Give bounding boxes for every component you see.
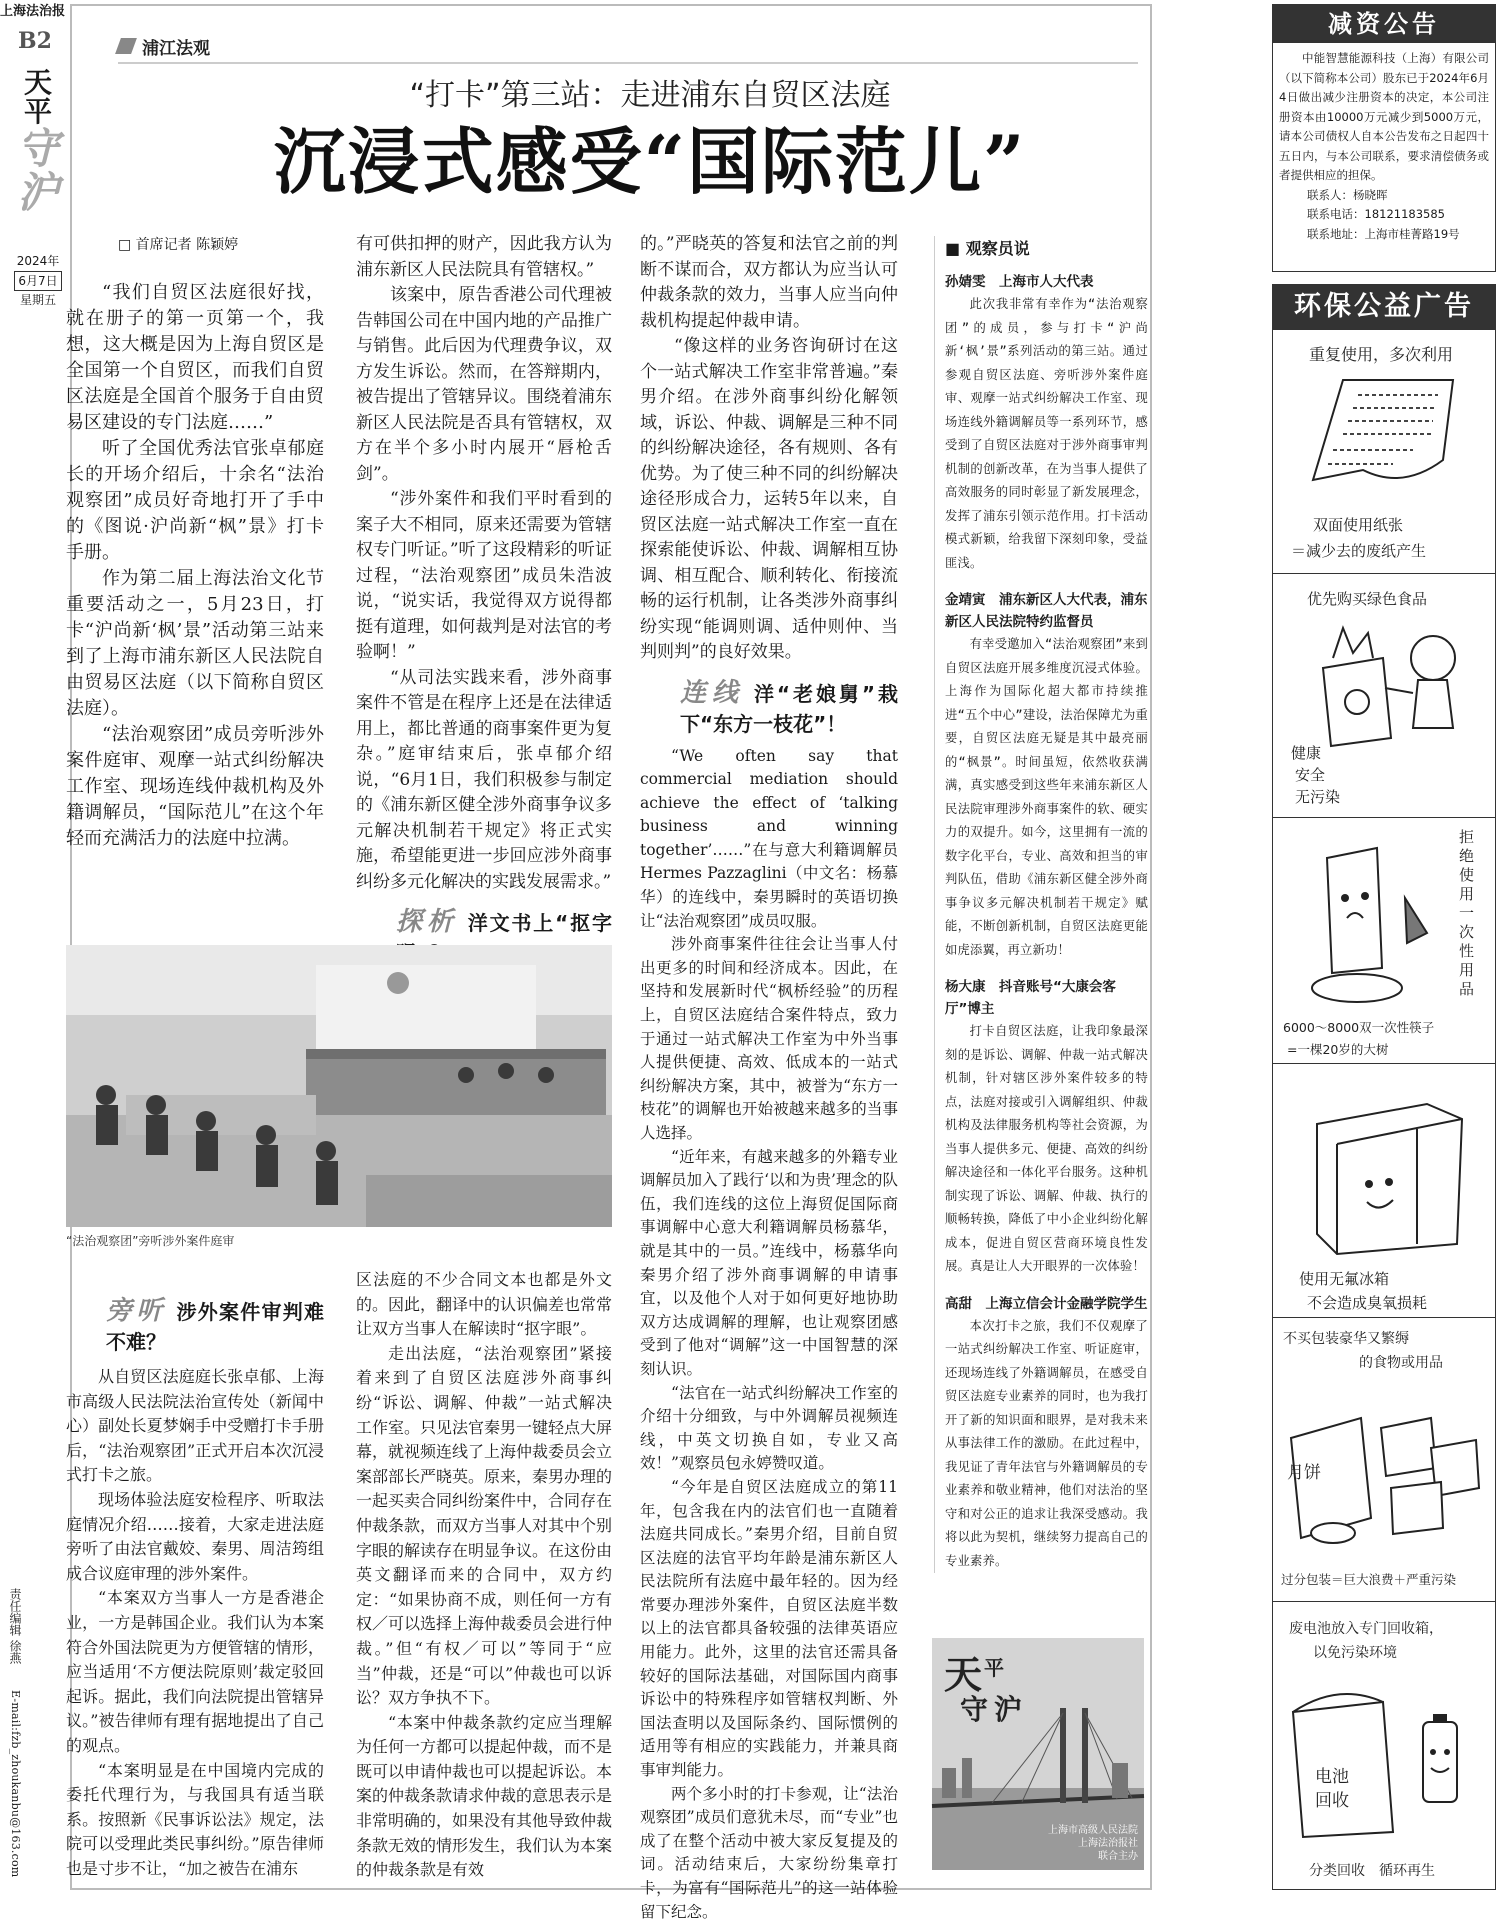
paragraph: 有可供扣押的财产，因此我方认为浦东新区人民法院具有管辖权。” <box>356 234 612 280</box>
battery-bin-label: 回收 <box>1315 1791 1349 1811</box>
vertical-char: 品 <box>1459 980 1475 998</box>
promo-title-char: 平 <box>984 1656 1004 1680</box>
vertical-char: 绝 <box>1459 847 1475 865</box>
observer-name: 金靖寅 浦东新区人大代表，浦东新区人民法院特约监督员 <box>945 592 1148 630</box>
article-column-2 <box>356 232 612 1004</box>
subtitle-keyword: 旁听 <box>106 1296 167 1326</box>
observer-name: 孙婧雯 上海市人大代表 <box>945 274 1094 290</box>
vertical-char: 一 <box>1459 904 1475 922</box>
subtitle-text: 洋文书上“抠字 <box>467 911 612 935</box>
paragraph: “今年是自贸区法庭成立的第11年，包含我在内的法官们也一直随着法庭共同成长。”秦男介绍，目前自贸区法庭的法官平均年龄是浦东新区人民法院所有法庭中最年轻的。因为经常要办理涉外案件，自贸区法庭半数以上的法官都具备较强的法律英语应用能力。此外，这里的法官还需具备较好的国际法基础，对国际国内商事诉讼中的特殊程序如管辖权判断、外国法查明以及国际条约、国际惯例的适用等有相应的实践能力，并兼具商事审判能力。 <box>640 1477 898 1780</box>
notice-body: 中能智慧能源科技（上海）有限公司（以下简称本公司）股东已于2024年6月4日做出减少注册资本的决定，本公司注册资本由10000万元减少到5000万元，请本公司债权人自本公告发布之日起四十五日内，与本公司联系，要求清偿债务或者提供相应的担保。 <box>1279 51 1489 182</box>
paragraph: 涉外商事案件往往会让当事人付出更多的时间和经济成本。因此，在坚持和发展新时代“枫桥经验”的历程上，自贸区法庭结合案件特点，致力于通过一站式解决工作室为中外当事人提供便捷、高效、低成本的一站式纠纷解决方案，其中，被誉为“东方一枝花”的调解也开始被越来越多的当事人选择。 <box>640 935 898 1142</box>
article-column-b <box>356 1268 612 1883</box>
tree-stump-icon <box>1287 838 1437 1018</box>
battery-bin-label: 电池 <box>1315 1767 1349 1787</box>
eco-panel-caption: 6000～8000双一次性筷子 <box>1283 1020 1435 1035</box>
eco-panel-chopsticks <box>1273 817 1495 1063</box>
notice-contact-phone: 联系电话：18121183585 <box>1307 207 1445 221</box>
promo-credit: 联合主办 <box>1098 1851 1138 1862</box>
issue-month-day: 6月7日 <box>14 271 61 292</box>
subtitle-pangting <box>106 1296 324 1357</box>
article-headline: 沉浸式感受“国际范儿” <box>273 119 1027 204</box>
page-number: B2 <box>18 28 52 54</box>
section-divider <box>118 62 1138 64</box>
paragraph: 听了全国优秀法官张卓郁庭长的开场介绍后，十余名“法治观察团”成员好奇地打开了手中的《图说·沪尚新“枫”景》打卡手册。 <box>66 438 324 563</box>
paragraph: 从自贸区法庭庭长张卓郁、上海市高级人民法院法治宣传处（新闻中心）副处长夏梦娴手中受赠打卡手册后，“法治观察团”正式开启本次沉浸式打卡之旅。 <box>66 1367 324 1485</box>
column-title <box>10 68 66 215</box>
paragraph: “We often say that commercial mediation should achieve the effect of ‘talking business and winning together’……”在与意大利籍调解员Hermes Pazzaglini（中文名：杨慕华）的连线中，秦男瞬时的英语切换让“法治观察团”成员叹服。 <box>640 746 898 930</box>
observer-heading: ■ 观察员说 <box>945 239 1030 258</box>
vertical-char: 用 <box>1459 961 1475 979</box>
mooncake-box-label: 月饼 <box>1287 1463 1321 1483</box>
eco-panel-green-food <box>1273 573 1495 817</box>
photo-caption: “法治观察团”旁听涉外案件庭审 <box>66 1234 235 1248</box>
paragraph: 两个多小时的打卡参观，让“法治观察团”成员们意犹未尽，而“专业”也成了在整个活动中被大家反复提及的词。活动结束后，大家纷纷集章打卡，为富有“国际范儿”的这一站体验留下纪念。 <box>640 1784 898 1921</box>
vertical-char: 性 <box>1459 942 1475 960</box>
byline: □ 首席记者 陈颖婷 <box>118 237 239 253</box>
eco-panel-packaging <box>1273 1317 1495 1601</box>
paragraph: “法治观察团”成员旁听涉外案件庭审、观摩一站式纠纷解决工作室、现场连线仲裁机构及外籍调解员，“国际范儿”在这个年轻而充满活力的法庭中拉满。 <box>66 724 324 849</box>
eco-panel-caption: 不会造成臭氧损耗 <box>1307 1294 1428 1312</box>
fridge-icon <box>1297 1084 1477 1264</box>
promo-title-char: 守 <box>960 1693 989 1726</box>
article-subhead: “打卡”第三站：走进浦东自贸区法庭 <box>409 78 891 113</box>
paragraph: “本案中仲裁条款约定应当理解为任何一方都可以提起仲裁，而不是既可以申请仲裁也可以提起诉讼。本案的仲裁条款请求仲裁的意思表示是非常明确的，如果没有其他导致仲裁条款无效的情形发生，我们认为本案的仲裁条款是有效 <box>356 1712 613 1880</box>
paragraph: “本案双方当事人一方是香港企业，一方是韩国企业。我们认为本案符合外国法院更为方便管辖的情形，应当适用‘不方便法院原则’裁定驳回起诉。据此，我们向法院提出管辖异议。”被告律师有理有据地提出了自己的观点。 <box>66 1588 324 1755</box>
paragraph: “涉外案件和我们平时看到的案子大不相同，原来还需要为管辖权专门听证。”听了这段精彩的听证过程，“法治观察团”成员朱浩波说，“说实话，我觉得双方说得都挺有道理，如何裁判是对法官的考验啊！” <box>356 489 612 662</box>
eco-panel-caption: 安全 <box>1295 766 1326 784</box>
battery-bin-icon <box>1283 1672 1483 1842</box>
courtroom-photo <box>66 945 612 1227</box>
paragraph: 现场体验法庭安检程序、听取法庭情况介绍……接着，大家走进法庭旁听了由法官戴姣、秦男、周洁筠组成合议庭审理的涉外案件。 <box>66 1489 324 1583</box>
paragraph: “从司法实践来看，涉外商事案件不管是在程序上还是在法律适用上，都比普通的商事案件更为复杂。”庭审结束后，张卓郁介绍说，“6月1日，我们积极参与制定的《浦东新区健全涉外商事争议多元解决机制若干规定》将正式实施，希望能更进一步回应涉外商事纠纷多元化解决的实践发展需求。” <box>356 667 612 892</box>
article-column-a <box>66 1296 324 1881</box>
eco-ad-title: 环保公益广告 <box>1273 285 1495 329</box>
issue-weekday: 星期五 <box>19 293 56 308</box>
eco-panel-caption: 分类回收 循环再生 <box>1309 1863 1435 1879</box>
vertical-char: 拒 <box>1459 828 1475 846</box>
notice-contact-person: 联系人：杨晓晖 <box>1307 187 1388 202</box>
vertical-char: 次 <box>1459 923 1475 941</box>
observer-name: 高甜 上海立信会计金融学院学生 <box>945 1295 1148 1312</box>
subtitle-lianxian <box>680 678 898 739</box>
article-column-3 <box>640 232 898 1924</box>
paragraph: 区法庭的不少合同文本也都是外文的。因此，翻译中的认识偏差也常常让双方当事人在解读时“抠字眼”。 <box>356 1270 613 1339</box>
paper-sheet-icon <box>1303 370 1463 500</box>
promo-credit: 上海法治报社 <box>1078 1838 1138 1849</box>
masthead: 上海法治报 <box>0 4 66 19</box>
eco-panel-caption: 不买包装豪华又繁缛 <box>1283 1331 1409 1347</box>
column-promo-image <box>932 1638 1144 1870</box>
observer-comment: 此次我非常有幸作为“法治观察团”的成员，参与打卡“沪尚新‘枫’景”系列活动的第三站。通过参观自贸区法庭、旁听涉外案件庭审、观摩一站式纠纷解决工作室、现场连线外籍调解员等一系列环节，感受到了自贸区法庭对于涉外商事审判机制的创新改革，在为当事人提供了高效服务的同时彰显了新发展理念，发挥了浦东引领示范作用。打卡活动模式新颖，给我留下深刻印象，受益匪浅。 <box>945 297 1148 570</box>
eco-panel-caption: 重复使用，多次利用 <box>1309 345 1454 364</box>
capital-reduction-notice <box>1272 4 1496 272</box>
promo-credit: 上海市高级人民法院 <box>1048 1825 1138 1836</box>
notice-contact-address: 联系地址：上海市桂菁路19号 <box>1307 226 1460 241</box>
vertical-char: 使 <box>1459 866 1475 884</box>
vertical-char: 用 <box>1459 885 1475 903</box>
observer-column <box>934 236 1148 1573</box>
responsible-editor: 责任编辑 徐燕 <box>8 1588 22 1664</box>
column-title-char: 沪 <box>16 167 59 217</box>
paragraph: 的。”严晓英的答复和法官之前的判断不谋而合，双方都认为应当认可仲裁条款的效力，当事人应当向仲裁机构提起仲裁申请。 <box>640 234 898 331</box>
promo-title-char: 天 <box>944 1652 983 1697</box>
observer-comment: 本次打卡之旅，我们不仅观摩了一站式纠纷解决工作室、听证庭审，还现场连线了外籍调解员，在感受自贸区法庭专业素养的同时，也为我打开了新的知识面和眼界，是对我未来从事法律工作的激励。在此过程中，我见证了青年法官与外籍调解员的专业素养和敬业精神，他们对法治的坚守和对公正的追求让我深受感动。我将以此为契机，继续努力提高自己的专业素养。 <box>945 1318 1148 1568</box>
eco-panel-caption: 双面使用纸张 <box>1313 516 1404 534</box>
paragraph: 走出法庭，“法治观察团”紧接着来到了自贸区法庭涉外商事纠纷“诉讼、调解、仲裁”一站式解决工作室。只见法官秦男一键轻点大屏幕，就视频连线了上海仲裁委员会立案部部长严晓英。原来，秦男办理的一起买卖合同纠纷案件中，合同存在仲裁条款，而双方当事人对其中个别字眼的解读存在明显争议。在这份由英文翻译而来的合同中，双方约定：“如果协商不成，则任何一方有权／可以选择上海仲裁委员会进行仲裁。”但“有权／可以”等同于“应当”仲裁，还是“可以”仲裁也可以诉讼？双方争执不下。 <box>356 1343 613 1708</box>
editor-email[interactable]: E-mail:fzb_zhoukanbu@163.com <box>9 1690 22 1878</box>
column-title-char: 天 <box>23 66 52 99</box>
observer-comment: 打卡自贸区法庭，让我印象最深刻的是诉讼、调解、仲裁一站式解决机制，针对辖区涉外案件较多的特点，法庭对接或引入调解组织、仲裁机构及法律服务机构等社会资源，为当事人提供多元、便捷、高效的纠纷解决途径和一体化平台服务。这种机制实现了诉讼、调解、仲裁、执行的顺畅转换，降低了中小企业纠纷化解成本，促进自贸区营商环境良性发展。真是让人大开眼界的一次体验！ <box>945 1024 1148 1273</box>
eco-panel-caption: 优先购买绿色食品 <box>1307 590 1428 608</box>
eco-panel-caption: 废电池放入专门回收箱， <box>1289 1621 1443 1637</box>
eco-panel-caption: 以免污染环境 <box>1313 1645 1397 1661</box>
promo-credits <box>1048 1824 1138 1863</box>
eco-panel-caption: 无污染 <box>1295 788 1341 806</box>
eco-panel-caption: 使用无氟冰箱 <box>1299 1270 1390 1288</box>
eco-panel-caption: =一棵20岁的大树 <box>1287 1042 1389 1057</box>
issue-year: 2024年 <box>16 254 60 268</box>
paragraph: “本案明显是在中国境内完成的委托代理行为，与我国具有适当联系。按照新《民事诉讼法》规定，法院可以受理此类民事纠纷。”原告律师也是寸步不让，“加之被告在浦东 <box>66 1760 324 1878</box>
paragraph: “我们自贸区法庭很好找，就在册子的第一页第一个，我想，这大概是因为上海自贸区是全国第一个自贸区，而我们自贸区法庭是全国首个服务于自由贸易区建设的专门法庭……” <box>66 282 324 433</box>
eco-panel-caption: ＝减少去的废纸产生 <box>1291 542 1427 560</box>
eco-panel-fridge <box>1273 1063 1495 1317</box>
eco-panel-vertical-text <box>1459 828 1479 999</box>
paragraph: “法官在一站式纠纷解决工作室的介绍十分细致，与中外调解员视频连线，中英文切换自如，专业又高效！”观察员包永婷赞叹道。 <box>640 1383 898 1473</box>
eco-panel-caption: 的食物或用品 <box>1359 1355 1443 1371</box>
issue-date <box>8 252 68 310</box>
observer-name: 杨大康 抖音账号“大康会客厅”博主 <box>945 979 1116 1017</box>
paragraph: “像这样的业务咨询研讨在这个一站式解决工作室非常普遍。”秦男介绍。在涉外商事纠纷化解领域，诉讼、仲裁、调解是三种不同的纠纷解决途径，各有规则、各有优势。为了使三种不同的纠纷解决途径形成合力，运转5年以来，自贸区法庭一站式解决工作室一直在探索能使诉讼、仲裁、调解相互协调、相互配合、顺利转化、衔接流畅的运行机制，让各类涉外商事纠纷实现“能调则调、适仲则仲、当判则判”的良好效果。 <box>640 336 898 662</box>
article-lead <box>66 280 324 852</box>
shopping-bag-girl-icon <box>1313 618 1483 748</box>
column-title-char: 守 <box>16 123 59 173</box>
subtitle-text: 涉外案件审判难不难？ <box>106 1300 324 1354</box>
subtitle-keyword: 探析 <box>396 907 458 937</box>
subtitle-keyword: 连线 <box>680 677 744 708</box>
courtroom-photo-illustration <box>66 945 612 1227</box>
paragraph: “近年来，有越来越多的外籍专业调解员加入了践行‘以和为贵’理念的队伍，我们连线的这位上海贸促国际商事调解中心意大利籍调解员杨慕华，就是其中的一员。”连线中，杨慕华向秦男介绍了涉外商事调解的申请事宜，以及他个人对于如何更好地协助双方达成调解的理解，也让观察团感受到了他对“调解”这一中国智慧的深刻认识。 <box>640 1147 898 1378</box>
observer-comment: 有幸受邀加入“法治观察团”来到自贸区法庭开展多维度沉浸式体验。上海作为国际化超大都市持续推进“五个中心”建设，法治保障尤为重要，自贸区法庭无疑是其中最亮丽的“枫景”。时间虽短，依然收获满满，真实感受到这些年来浦东新区人民法院审理涉外商事案件的软、硬实力的双提升。如今，这里拥有一流的数字化平台，专业、高效和担当的审判队伍，借助《浦东新区健全涉外商事争议多元解决机制若干规定》赋能，不断创新机制，自贸区法庭更能如虎添翼，再立新功！ <box>945 637 1148 957</box>
notice-title: 减资公告 <box>1273 5 1495 43</box>
eco-panel-paper <box>1273 329 1495 573</box>
eco-panel-battery <box>1273 1601 1495 1889</box>
paragraph: 该案中，原告香港公司代理被告韩国公司在中国内地的产品推广与销售。此后因为代理费争议，双方发生诉讼。然而，在答辩期内，被告提出了管辖异议。围绕着浦东新区人民法院是否具有管辖权，双方在半个多小时内展开“唇枪舌剑”。 <box>356 285 612 484</box>
eco-panel-caption: 过分包装＝巨大浪费＋严重污染 <box>1281 1572 1457 1587</box>
promo-title-char: 沪 <box>994 1693 1023 1726</box>
column-title-char: 平 <box>23 95 52 129</box>
subtitle-text: 洋“老娘舅”栽下“东方一枝花”！ <box>680 681 898 736</box>
eco-panel-caption: 健康 <box>1291 744 1322 762</box>
paragraph: 作为第二届上海法治文化节重要活动之一，5月23日，打卡“沪尚新‘枫’景”活动第三站来到了上海市浦东新区人民法院自由贸易区法庭（以下简称自贸区法庭）。 <box>66 568 324 719</box>
eco-public-ad <box>1272 284 1496 1890</box>
section-tag: 浦江法观 <box>118 34 210 59</box>
